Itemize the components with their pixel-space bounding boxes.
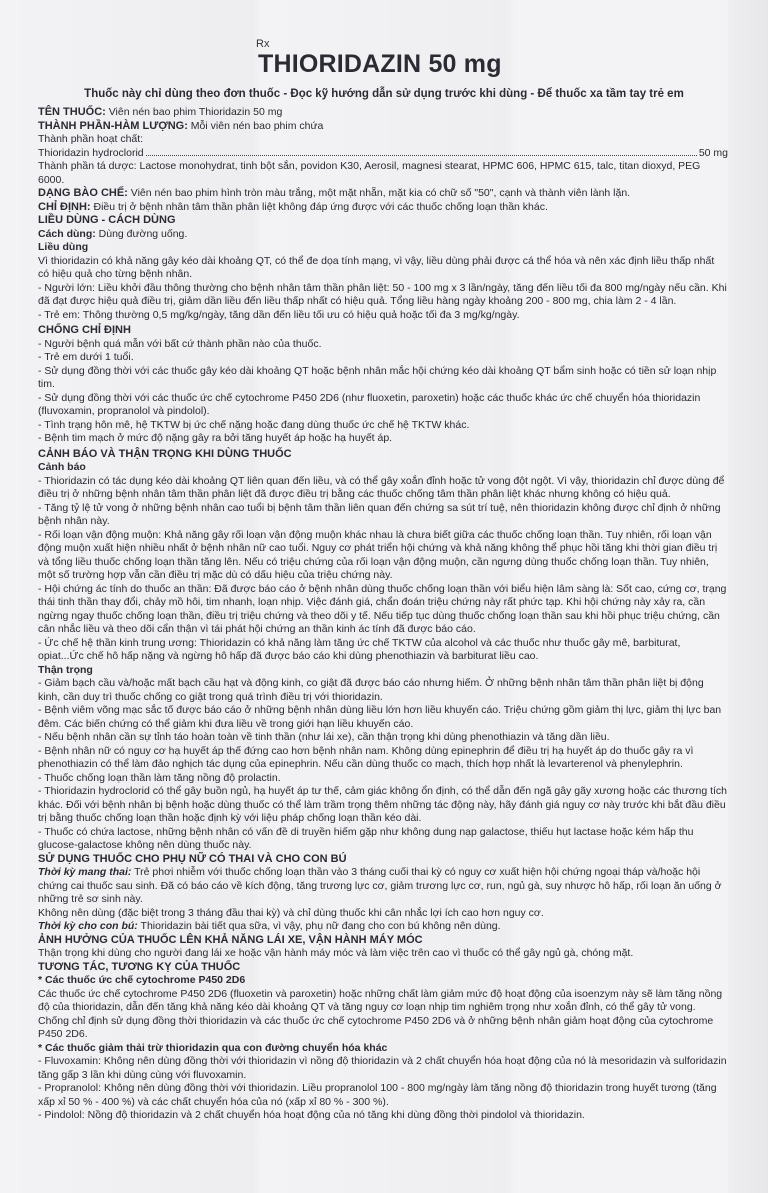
precaution-item: - Thioridazin hydroclorid có thể gây buồn ngủ, hạ huyết áp tư thế, cảm giác không ổn định, có thể dẫn đến ngã gây gãy xương hoặc các thương tích khác. Đối với bệnh nhân bị bệnh hoặc dùng thuốc có thể làm trầm trọng thêm những tác động này, hãy đánh giá nguy cơ này trước khi bắt đầu điều trị bằng thuốc chống loạn thần hoặc định kỳ với liệu pháp chống loạn thần kéo dài. bbox=[38, 785, 728, 824]
leaflet-body bbox=[38, 106, 728, 1123]
drug-name-line: TÊN THUỐC: Viên nén bao phim Thioridazin 50 mg bbox=[38, 106, 283, 118]
interaction-item: - Fluvoxamin: Không nên dùng đồng thời với thioridazin vì nồng độ thioridazin và 2 chất chuyển hóa hoạt động của nó là mesoridazin và sulforidazin tăng gấp 3 lần khi dùng cùng với fluvoxamin. bbox=[38, 1055, 727, 1081]
section-label: DẠNG BÀO CHẾ: bbox=[38, 187, 128, 199]
contraindication-item: - Sử dụng đồng thời với các thuốc ức chế cytochrome P450 2D6 (như fluoxetin, paroxetin) hoặc các thuốc khác ức chế chuyển hóa thioridazin (fluvoxamin, propranolol và pindolol). bbox=[38, 391, 701, 417]
warning-item: - Thioridazin có tác dụng kéo dài khoảng QT liên quan đến liều, và có thể gây xoắn đỉnh hoặc tử vong đột ngột. Vì vậy, thioridazin chỉ được dùng để điều trị ở những bệnh nhân tâm thần phân liệt đã được điều trị bằng các thuốc chống tâm thần phân liệt khác nhưng không có hiệu quả. bbox=[38, 474, 725, 500]
precaution-item: - Nếu bệnh nhân cần sự tỉnh táo hoàn toàn về tinh thần (như lái xe), cần thận trọng khi dùng phenothiazin và tăng dần liều. bbox=[38, 731, 610, 743]
precautions-subheading: Thận trọng bbox=[38, 663, 93, 676]
section-label: CHỈ ĐỊNH: bbox=[38, 200, 91, 213]
dosage-form-line: DẠNG BÀO CHẾ: Viên nén bao phim hình tròn màu trắng, một mặt nhẵn, mặt kia có chữ số "50", cạnh và thành viên lành lặn. bbox=[38, 187, 631, 199]
precaution-item: - Thuốc có chứa lactose, những bệnh nhân có vấn đề di truyền hiếm gặp như không dung nạp galactose, thiếu hụt lactase hoặc kém hấp thu glucose-galactose không nên dùng thuốc này. bbox=[38, 825, 694, 851]
dosage-heading: LIỀU DÙNG - CÁCH DÙNG bbox=[38, 214, 176, 226]
precaution-item: - Giảm bạch cầu và/hoặc mất bạch cầu hạt và động kinh, co giật đã được báo cáo nhưng hiếm. Ở những bệnh nhân tâm thần phân liệt bị động kinh, cần duy trì thuốc chống co giật trong quá trình điều trị với thioridazin. bbox=[38, 677, 704, 703]
precaution-item: - Thuốc chống loạn thần làm tăng nồng độ prolactin. bbox=[38, 771, 281, 784]
interactions-subheading: * Các thuốc giảm thải trừ thioridazin qua con đường chuyển hóa khác bbox=[38, 1041, 388, 1054]
administration-line: Cách dùng: Dùng đường uống. bbox=[38, 227, 188, 240]
warning-item: - Hội chứng ác tính do thuốc an thần: Đã được báo cáo ở bệnh nhân dùng thuốc chống loạn thần với biểu hiện lâm sàng là: Sốt cao, cứng cơ, trạng thái tinh thần thay đổi, chảy mồ hôi, tim nhanh, loạn nhịp. Việc đánh giá, chẩn đoán triệu chứng này rất phức tạp. Khi hội chứng này xảy ra, cần ngừng ngay thuốc chống loạn thần, điều trị triệu chứng và theo dõi y tế. Nếu tiếp tục dùng thuốc chống loạn thần sau khi hồi phục triệu chứng, cần cân nhắc liều và theo dõi cẩn thận vì tái phát hội chứng an thần kinh ác tính đã được báo cáo. bbox=[38, 582, 727, 635]
contraindication-heading: CHỐNG CHỈ ĐỊNH bbox=[38, 324, 131, 336]
pregnancy-text-2: Không nên dùng (đặc biệt trong 3 tháng đầu thai kỳ) và chỉ dùng thuốc khi cân nhắc lợi ích cao hơn nguy cơ. bbox=[38, 906, 544, 919]
indication-line: CHỈ ĐỊNH: Điều trị ở bệnh nhân tâm thần phân liệt không đáp ứng được với các thuốc chống loạn thần khác. bbox=[38, 200, 548, 213]
interaction-item: - Propranolol: Không nên dùng đồng thời với thioridazin. Liều propranolol 100 - 800 mg/ngày làm tăng nồng độ thioridazin trong huyết tương (tăng xấp xỉ 50 % - 400 %) và các chất chuyển hóa của nó (xấp xỉ 80 % - 300 %). bbox=[38, 1082, 717, 1108]
driving-heading: ẢNH HƯỞNG CỦA THUỐC LÊN KHẢ NĂNG LÁI XE, VẬN HÀNH MÁY MÓC bbox=[38, 933, 423, 946]
excipients: Thành phần tá dược: Lactose monohydrat, tinh bột sắn, povidon K30, Aerosil, magnesi stearat, HPMC 606, HPMC 615, talc, titan dioxyd, PEG 6000. bbox=[38, 160, 701, 186]
pregnancy-text: Thời kỳ mang thai: Trẻ phơi nhiễm với thuốc chống loạn thần vào 3 tháng cuối thai kỳ có nguy cơ xuất hiện hội chứng ngoại tháp và/hoặc hội chứng cai thuốc sau sinh. Đã có báo cáo về kích động, tăng trương lực cơ, giảm trương lực cơ, run, ngủ gà, suy nhược hô hấp, rối loạn ăn uống ở những trẻ sơ sinh này. bbox=[38, 866, 722, 905]
contraindication-item: - Tình trạng hôn mê, hệ TKTW bị ức chế nặng hoặc đang dùng thuốc ức chế hệ TKTW khác. bbox=[38, 418, 470, 431]
warning-item: - Tăng tỷ lệ tử vong ở những bệnh nhân cao tuổi bị bệnh tâm thần liên quan đến chứng sa sút trí tuệ, nên thioridazin không được chỉ định ở những bệnh nhân này. bbox=[38, 501, 721, 527]
dose-adult: - Người lớn: Liều khởi đầu thông thường cho bệnh nhân tâm thần phân liệt: 50 - 100 mg x 3 lần/ngày, tăng đến liều tối đa 800 mg/ngày nếu cần. Khi đã đạt được hiệu quả điều trị, giảm dần liều đến liều thấp nhất có hiệu quả. Tổng liều hàng ngày khoảng 200 - 800 mg, chia làm 2 - 4 lần. bbox=[38, 281, 727, 307]
interactions-subheading: * Các thuốc ức chế cytochrome P450 2D6 bbox=[38, 974, 246, 986]
driving-text: Thận trọng khi dùng cho người đang lái xe hoặc vận hành máy móc và làm việc trên cao vì thuốc có thể gây ngủ gà, chóng mặt. bbox=[38, 947, 634, 959]
warnings-heading: CẢNH BÁO VÀ THẬN TRỌNG KHI DÙNG THUỐC bbox=[38, 447, 292, 460]
active-ingredient-row: Thioridazin hydroclorid 50 mg bbox=[38, 146, 728, 159]
interaction-item: - Pindolol: Nồng độ thioridazin và 2 chất chuyển hóa hoạt động của nó tăng khi dùng đồng thời pindolol và thioridazin. bbox=[38, 1109, 585, 1121]
contraindication-item: - Sử dụng đồng thời với các thuốc gây kéo dài khoảng QT hoặc bệnh nhân mắc hội chứng kéo dài khoảng QT bẩm sinh hoặc có tiền sử loạn nhịp tim. bbox=[38, 364, 717, 390]
dose-paragraph: Vì thioridazin có khả năng gây kéo dài khoảng QT, có thể đe dọa tính mạng, vì vậy, liều dùng phải được cá thể hóa và nên xác định liều thấp nhất có hiệu quả cho từng bệnh nhân. bbox=[38, 254, 715, 280]
contraindication-item: - Bệnh tim mạch ở mức độ nặng gây ra bởi tăng huyết áp hoặc hạ huyết áp. bbox=[38, 432, 393, 444]
contraindication-item: - Trẻ em dưới 1 tuổi. bbox=[38, 351, 134, 363]
paper-fold-shadow bbox=[728, 0, 768, 1193]
precaution-item: - Bệnh nhân nữ có nguy cơ hạ huyết áp thế đứng cao hơn bệnh nhân nam. Không dùng epinephrin để điều trị hạ huyết áp do thuốc gây ra vì phenothiazin có thể làm đảo nghịch tác dụng của epinephrin. Nếu cần dùng thuốc co mạch, thích hợp nhất là levarterenol và phenylephrin. bbox=[38, 744, 694, 770]
dose-child: - Trẻ em: Thông thường 0,5 mg/kg/ngày, tăng dần đến liều tối ưu có hiệu quả hoặc tối đa 3 mg/kg/ngày. bbox=[38, 308, 520, 321]
composition-line: THÀNH PHẦN-HÀM LƯỢNG: Mỗi viên nén bao phim chứa bbox=[38, 119, 324, 132]
warning-item: - Ức chế hệ thần kinh trung ương: Thioridazin có khả năng làm tăng ức chế TKTW của alcohol và các thuốc như thuốc gây mê, barbiturat, opiat...Ức chế hô hấp nặng và ngừng hô hấp đã được báo cáo khi dùng phenothiazin và barbiturat liều cao. bbox=[38, 636, 681, 662]
prescription-warning: Thuốc này chỉ dùng theo đơn thuốc - Đọc kỹ hướng dẫn sử dụng trước khi dùng - Để thuốc xa tầm tay trẻ em bbox=[84, 88, 684, 100]
dose-subheading: Liều dùng bbox=[38, 241, 89, 253]
section-label: THÀNH PHẦN-HÀM LƯỢNG: bbox=[38, 119, 188, 132]
warning-item: - Rối loạn vận động muộn: Khả năng gây rối loạn vận động muộn khác nhau là chưa biết giữa các thuốc chống loạn thần. Tuy nhiên, rối loạn vận động muộn xuất hiện nhiều nhất ở bệnh nhân nữ cao tuổi. Nguy cơ phát triển hội chứng và khả năng không thể phục hồi tăng khi thời gian điều trị và tổng liều thuốc chống loạn thần tăng lên. Nếu có triệu chứng của rối loạn vận động muộn, cần ngưng dùng thuốc chống loạn thần. Tuy nhiên, một số trường hợp vẫn cần điều trị mặc dù có dấu hiệu của triệu chứng này. bbox=[38, 528, 718, 581]
pregnancy-heading: SỬ DỤNG THUỐC CHO PHỤ NỮ CÓ THAI VÀ CHO CON BÚ bbox=[38, 852, 347, 865]
dotted-leader bbox=[146, 155, 697, 156]
precaution-item: - Bệnh viêm võng mạc sắc tố được báo cáo ở những bệnh nhân dùng liều lớn hơn liều khuyến cáo. Triệu chứng gồm giảm thị lực, giảm thị lực ban đêm. Các biến chứng có thể giảm khi đưa liều về trong giới hạn liều khuyến cáo. bbox=[38, 704, 722, 730]
interactions-heading: TƯƠNG TÁC, TƯƠNG KỴ CỦA THUỐC bbox=[38, 960, 241, 973]
contraindication-item: - Người bệnh quá mẫn với bất cứ thành phần nào của thuốc. bbox=[38, 337, 322, 350]
lactation-text: Thời kỳ cho con bú: Thioridazin bài tiết qua sữa, vì vậy, phụ nữ đang cho con bú không nên dùng. bbox=[38, 920, 501, 932]
rx-mark: Rx bbox=[256, 38, 270, 50]
section-label: TÊN THUỐC: bbox=[38, 106, 106, 118]
drug-title: THIORIDAZIN 50 mg bbox=[258, 50, 502, 78]
warnings-subheading: Cảnh báo bbox=[38, 461, 86, 473]
active-ingredient-label: Thành phần hoạt chất: bbox=[38, 133, 144, 145]
interactions-text: Các thuốc ức chế cytochrome P450 2D6 (fluoxetin và paroxetin) hoặc những chất làm giảm mức độ hoạt động của isoenzym này sẽ làm tăng nồng độ của thioridazin, dẫn đến tăng khả năng kéo dài khoảng QT và tăng nguy cơ loạn nhịp tim nghiêm trọng như xoắn đỉnh, có thể gây tử vong. Chống chỉ định sử dụng đồng thời thioridazin và các thuốc ức chế cytochrome P450 2D6 và ở những bệnh nhân giảm hoạt động của cytochrome P450 2D6. bbox=[38, 987, 723, 1040]
